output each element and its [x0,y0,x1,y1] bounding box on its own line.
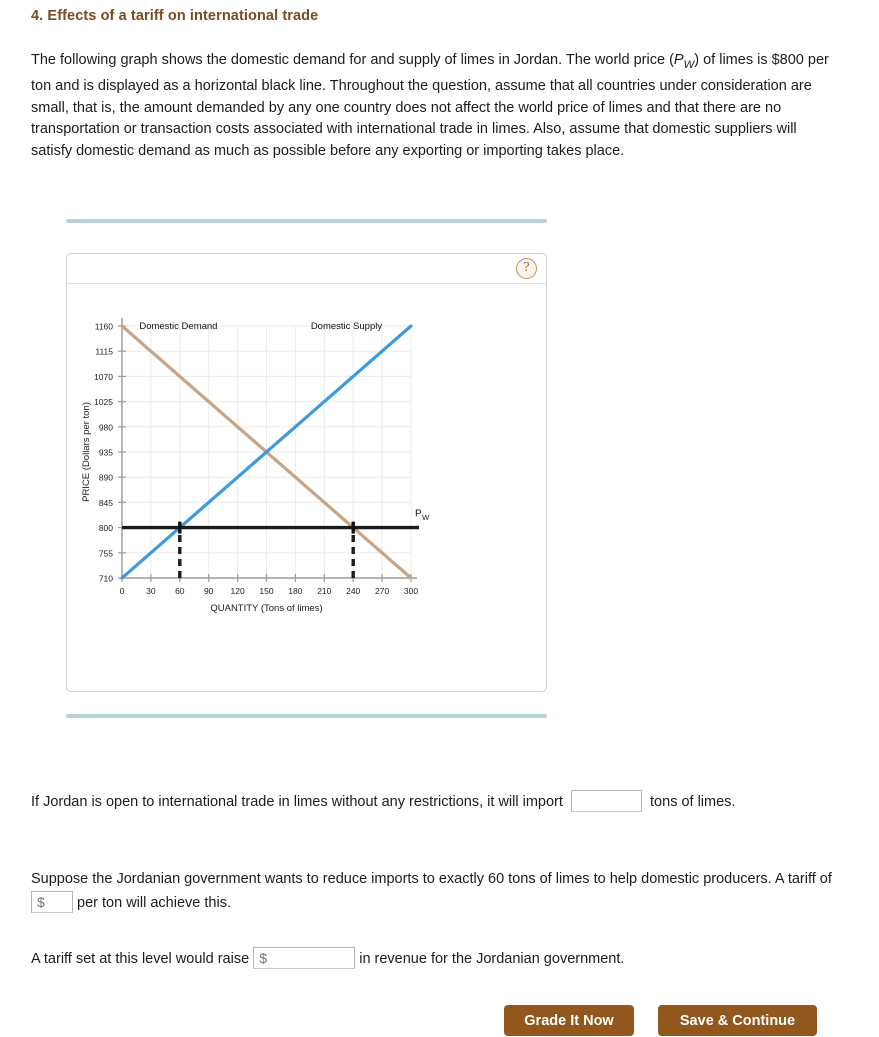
chart-annotations-group [122,522,419,578]
world-price-symbol [673,52,695,71]
x-tick-label: 120 [230,586,245,596]
intro-paragraph [31,50,837,162]
y-tick-label: 890 [98,472,113,483]
y-tick-label: 980 [98,422,113,433]
import-tons-input[interactable] [571,790,642,812]
page-title: 4. Effects of a tariff on international trade [31,8,319,24]
q3-text-after: in revenue for the Jordanian government. [359,951,625,967]
divider-bottom [66,714,547,718]
y-axis-title: PRICE (Dollars per ton) [81,402,92,502]
tariff-amount-input[interactable] [31,891,73,913]
series-label-domestic-supply: Domestic Supply [310,321,383,332]
tariff-supply-demand-chart [67,284,546,691]
chart-area [67,284,546,691]
graph-panel-header [67,254,546,284]
question-tariff-revenue [31,947,843,971]
y-tick-label: 710 [98,573,113,584]
question-import-quantity [31,790,843,814]
y-tick-label: 1160 [94,321,113,332]
intro-text-part1: The following graph shows the domestic demand for and supply of limes in Jordan. The world price ( [31,52,674,68]
intro-text-part2: ) of limes is $800 per ton and is displayed as a horizontal black line. Throughout the question, assume that all countries under consideration are small, that is, the amount demanded by any one country does not affect the world price of limes and that there are no transportation or transaction costs associated with international trade in limes. Also, assume that domestic suppliers will satisfy domestic demand as much as possible before any exporting or importing takes place. [31,52,829,159]
q2-text-before: Suppose the Jordanian government wants to reduce imports to exactly 60 tons of limes to help domestic producers. A tariff of [31,871,832,887]
save-and-continue-button[interactable]: Save & Continue [658,1005,817,1036]
divider-top [66,219,547,223]
x-axis-title: QUANTITY (Tons of limes) [210,603,323,614]
y-tick-label: 845 [98,497,113,508]
q1-text-before: If Jordan is open to international trade in limes without any restrictions, it will import [31,794,563,810]
y-tick-label: 1070 [94,371,113,382]
world-price-label-subscript: W [422,513,430,523]
x-tick-label: 60 [175,586,185,596]
q1-text-after: tons of limes. [650,794,736,810]
q2-text-after: per ton will achieve this. [77,895,231,911]
x-tick-label: 240 [346,586,361,596]
x-tick-label: 0 [119,586,125,596]
y-tick-label: 755 [98,548,113,559]
pw-letter: P [673,52,684,68]
world-price-label: $P_W$ [415,508,430,523]
x-tick-label: 90 [203,586,214,596]
x-tick-label: 270 [375,586,390,596]
y-tick-label: 800 [98,523,113,534]
q3-text-before: A tariff set at this level would raise [31,951,250,967]
x-tick-label: 180 [288,586,303,596]
graph-panel [66,253,547,692]
x-tick-label: 210 [317,586,332,596]
x-tick-label: 300 [403,586,419,596]
y-tick-label: 1025 [94,397,113,408]
pw-subscript: W [683,58,695,71]
grade-it-now-button[interactable]: Grade It Now [504,1005,634,1036]
x-tick-label: 30 [146,586,156,596]
series-label-domestic-demand: Domestic Demand [139,321,218,332]
x-tick-label: 150 [259,586,274,596]
question-mark-icon[interactable]: ? [516,258,537,279]
question-tariff-per-ton [31,867,843,915]
y-tick-label: 1115 [95,346,113,357]
tariff-revenue-input[interactable] [253,947,355,969]
y-tick-label: 935 [98,447,113,458]
